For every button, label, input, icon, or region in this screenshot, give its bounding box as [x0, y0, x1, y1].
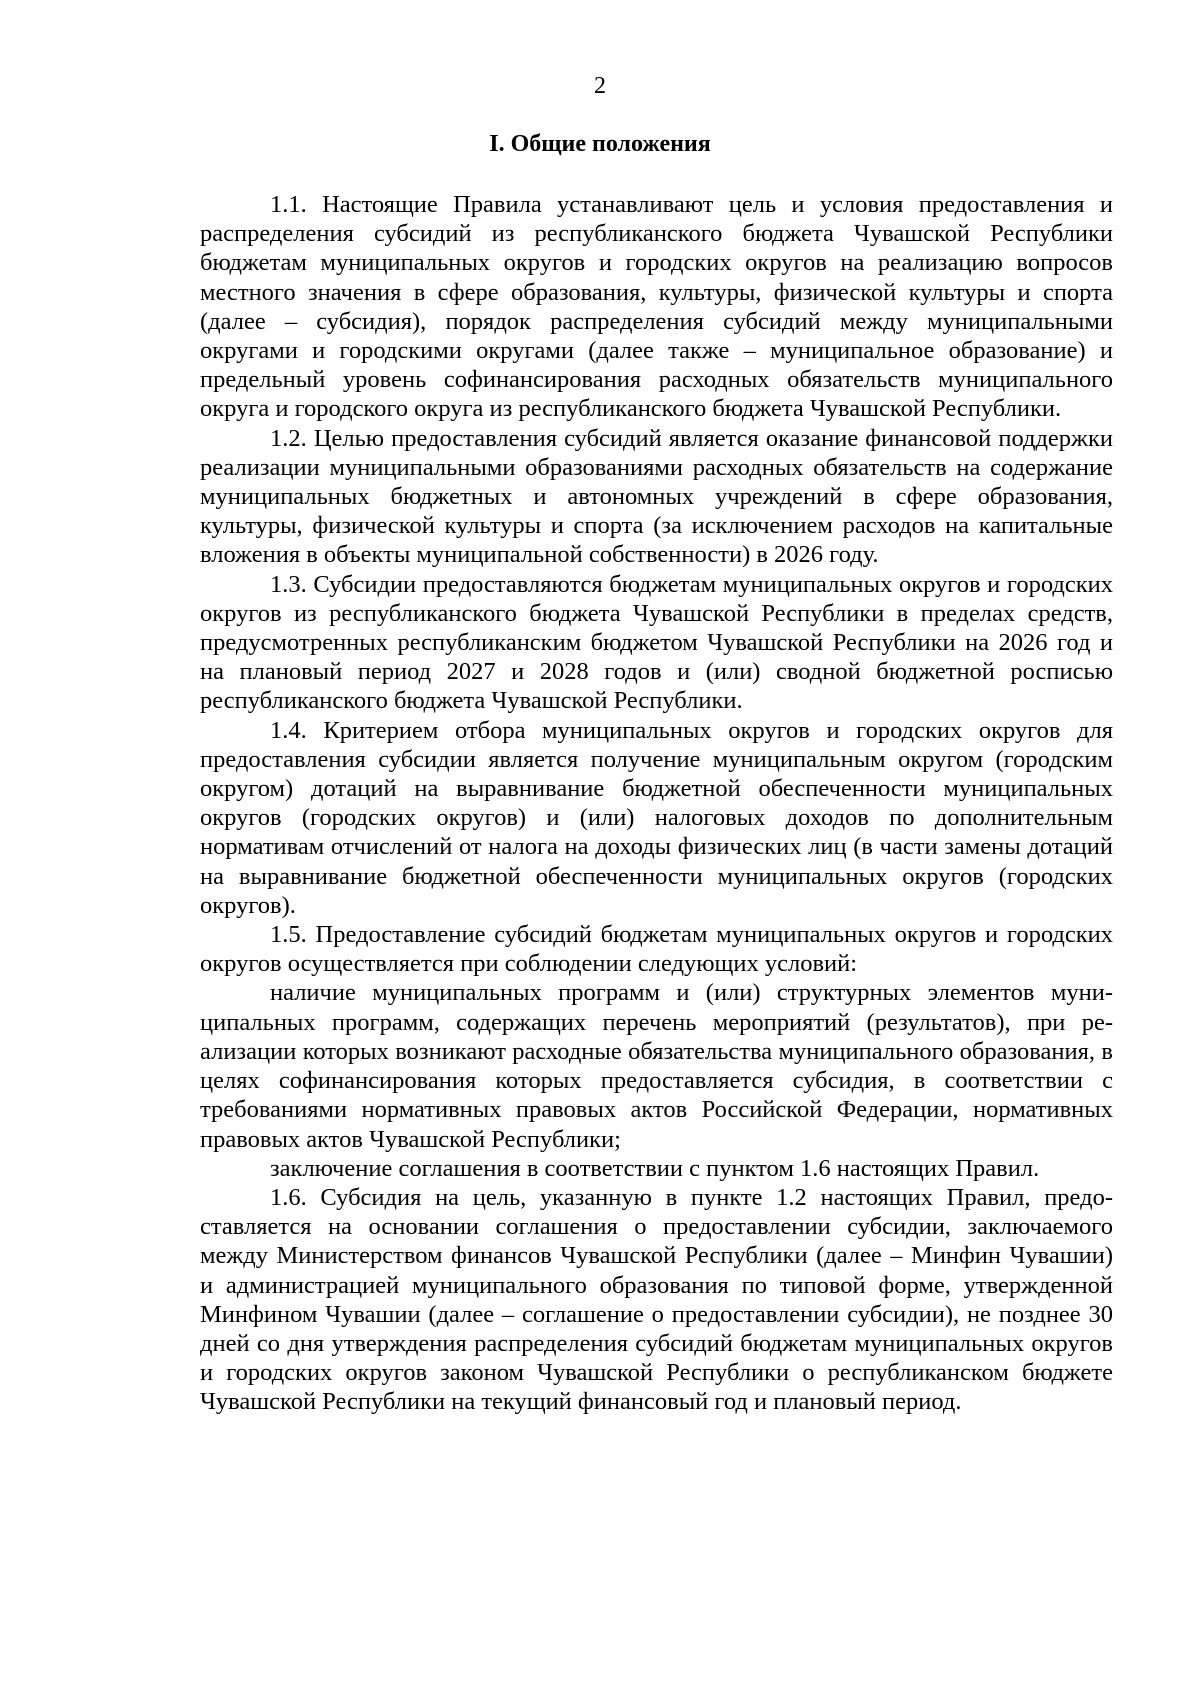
paragraph-condition-agreement: заключение соглашения в соответствии с пунктом 1.6 настоящих Правил.: [270, 1154, 1040, 1182]
paragraph-1-5: 1.5. Предоставление субсидий бюджетам муниципальных округов и городских округов осуществляется при соблюдении следующих условий:: [200, 921, 1113, 978]
paragraph-condition-programs: наличие муниципальных программ и (или) структурных элементов муниципальных программ, содержащих перечень мероприятий (результатов), при реализации которых возникают расходные обязательства муниципального образования, в целях софинансирования которых предоставляется субсидия, в соответствии с требованиями нормативных правовых актов Российской Федерации, нормативных правовых актов Чувашской Республики;: [200, 979, 1113, 1153]
section-title: I. Общие положения: [489, 131, 711, 157]
page-number: 2: [594, 73, 606, 99]
paragraph-1-3: 1.3. Субсидии предоставляются бюджетам муниципальных округов и городских округов из республиканского бюджета Чувашской Республики в пределах средств, предусмотренных республиканским бюджетом Чувашской Республики на 2026 год и на плановый период 2027 и 2028 годов и (или) сводной бюджетной росписью республиканского бюджета Чувашской Республики.: [200, 570, 1113, 715]
paragraph-1-6: 1.6. Субсидия на цель, указанную в пункте 1.2 настоящих Правил, предоставляется на основании соглашения о предоставлении субсидии, заключаемого между Министерством финансов Чувашской Республики (далее – Минфин Чувашии) и администрацией муниципального образования по типовой форме, утвержденной Минфином Чувашии (далее – соглашение о предоставлении субсидии), не позднее 30 дней со дня утверждения распределения субсидий бюджетам муниципальных округов и городских округов законом Чувашской Республики о республиканском бюджете Чувашской Республики на текущий финансовый год и плановый период.: [200, 1183, 1113, 1416]
paragraph-1-2: 1.2. Целью предоставления субсидий является оказание финансовой поддержки реализации муниципальными образованиями расходных обязательств на содержание муниципальных бюджетных и автономных учреждений в сфере образования, культуры, физической культуры и спорта (за исключением расходов на капитальные вложения в объекты муниципальной собственности) в 2026 году.: [200, 424, 1113, 569]
paragraph-1-1: 1.1. Настоящие Правила устанавливают цель и условия предоставления и распределения субсидий из республиканского бюджета Чувашской Республики бюджетам муниципальных округов и городских округов на реализацию вопросов местного значения в сфере образования, культуры, физической культуры и спорта (далее – субсидия), порядок распределения субсидий между муниципальными округами и городскими округами (далее также – муниципальное образование) и предельный уровень софинансирования расходных обязательств муниципального округа и городского округа из республиканского бюджета Чувашской Республики.: [200, 191, 1113, 423]
document-body: [200, 190, 1113, 1417]
paragraph-1-4: 1.4. Критерием отбора муниципальных округов и городских округов для предоставления субсидии является получение муниципальным округом (городским округом) дотаций на выравнивание бюджетной обеспеченности муниципальных округов (городских округов) и (или) налоговых доходов по дополнительным нормативам отчислений от налога на доходы физических лиц (в части замены дотаций на выравнивание бюджетной обеспеченности муниципальных округов (городских округов).: [200, 716, 1113, 919]
